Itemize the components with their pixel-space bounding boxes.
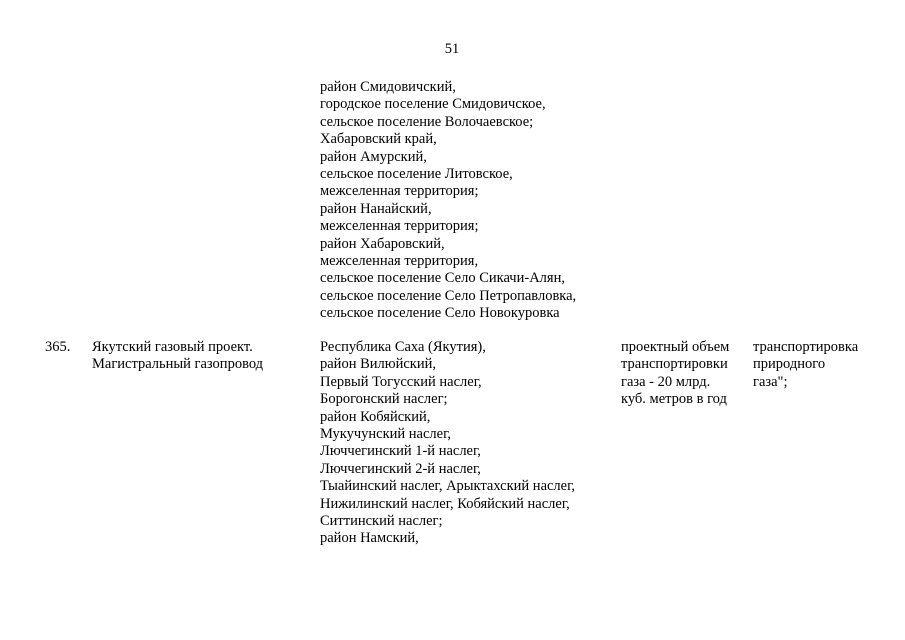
text-line: Люччегинский 1-й наслег, — [320, 443, 481, 460]
text-line: район Хабаровский, — [320, 235, 445, 252]
text-line: Ситтинский наслег; — [320, 513, 443, 530]
object-purpose — [753, 339, 858, 391]
text-line: Люччегинский 2-й наслег, — [320, 460, 481, 477]
page-number: 51 — [444, 41, 460, 57]
text-line: сельское поселение Литовское, — [320, 166, 513, 183]
text-line: район Кобяйский, — [320, 408, 431, 425]
text-line: газа - 20 млрд. — [621, 373, 711, 390]
text-line: Магистральный газопровод — [92, 356, 264, 373]
text-line: куб. метров в год — [621, 391, 727, 408]
text-line: межселенная территория; — [320, 218, 479, 235]
text-line: Нижилинский наслег, Кобяйский наслег, — [320, 495, 570, 512]
text-line: район Намский, — [320, 530, 419, 547]
continuation-location-text — [320, 79, 576, 323]
row-number: 365. — [45, 339, 71, 355]
text-line: район Вилюйский, — [320, 356, 436, 373]
text-line: район Амурский, — [320, 148, 427, 165]
text-line: сельское поселение Волочаевское; — [320, 113, 534, 130]
text-line: Борогонский наслег; — [320, 391, 448, 408]
text-line: сельское поселение Село Петропавловка, — [320, 287, 577, 304]
text-line: Тыайинский наслег, Арыктахский наслег, — [320, 478, 576, 495]
text-line: проектный объем — [621, 339, 730, 355]
text-line: район Смидовичский, — [320, 79, 456, 95]
text-line: межселенная территория; — [320, 183, 479, 200]
text-line: природного — [753, 356, 826, 373]
text-line: Первый Тогусский наслег, — [320, 373, 482, 390]
object-name — [92, 339, 263, 374]
text-line: городское поселение Смидовичское, — [320, 96, 546, 113]
text-line: Якутский газовый проект. — [92, 339, 253, 355]
text-line: транспортировка — [753, 339, 859, 355]
text-line: транспортировки — [621, 356, 728, 373]
text-line: газа"; — [753, 373, 788, 390]
text-line: Хабаровский край, — [320, 131, 437, 148]
text-line: район Нанайский, — [320, 200, 432, 217]
object-location — [320, 339, 575, 548]
text-line: сельское поселение Село Новокуровка — [320, 305, 560, 322]
text-line: Республика Саха (Якутия), — [320, 339, 486, 355]
text-line: Мукучунский наслег, — [320, 426, 452, 443]
object-characteristics — [621, 339, 729, 409]
text-line: межселенная территория, — [320, 253, 479, 270]
text-line: сельское поселение Село Сикачи-Алян, — [320, 270, 565, 287]
